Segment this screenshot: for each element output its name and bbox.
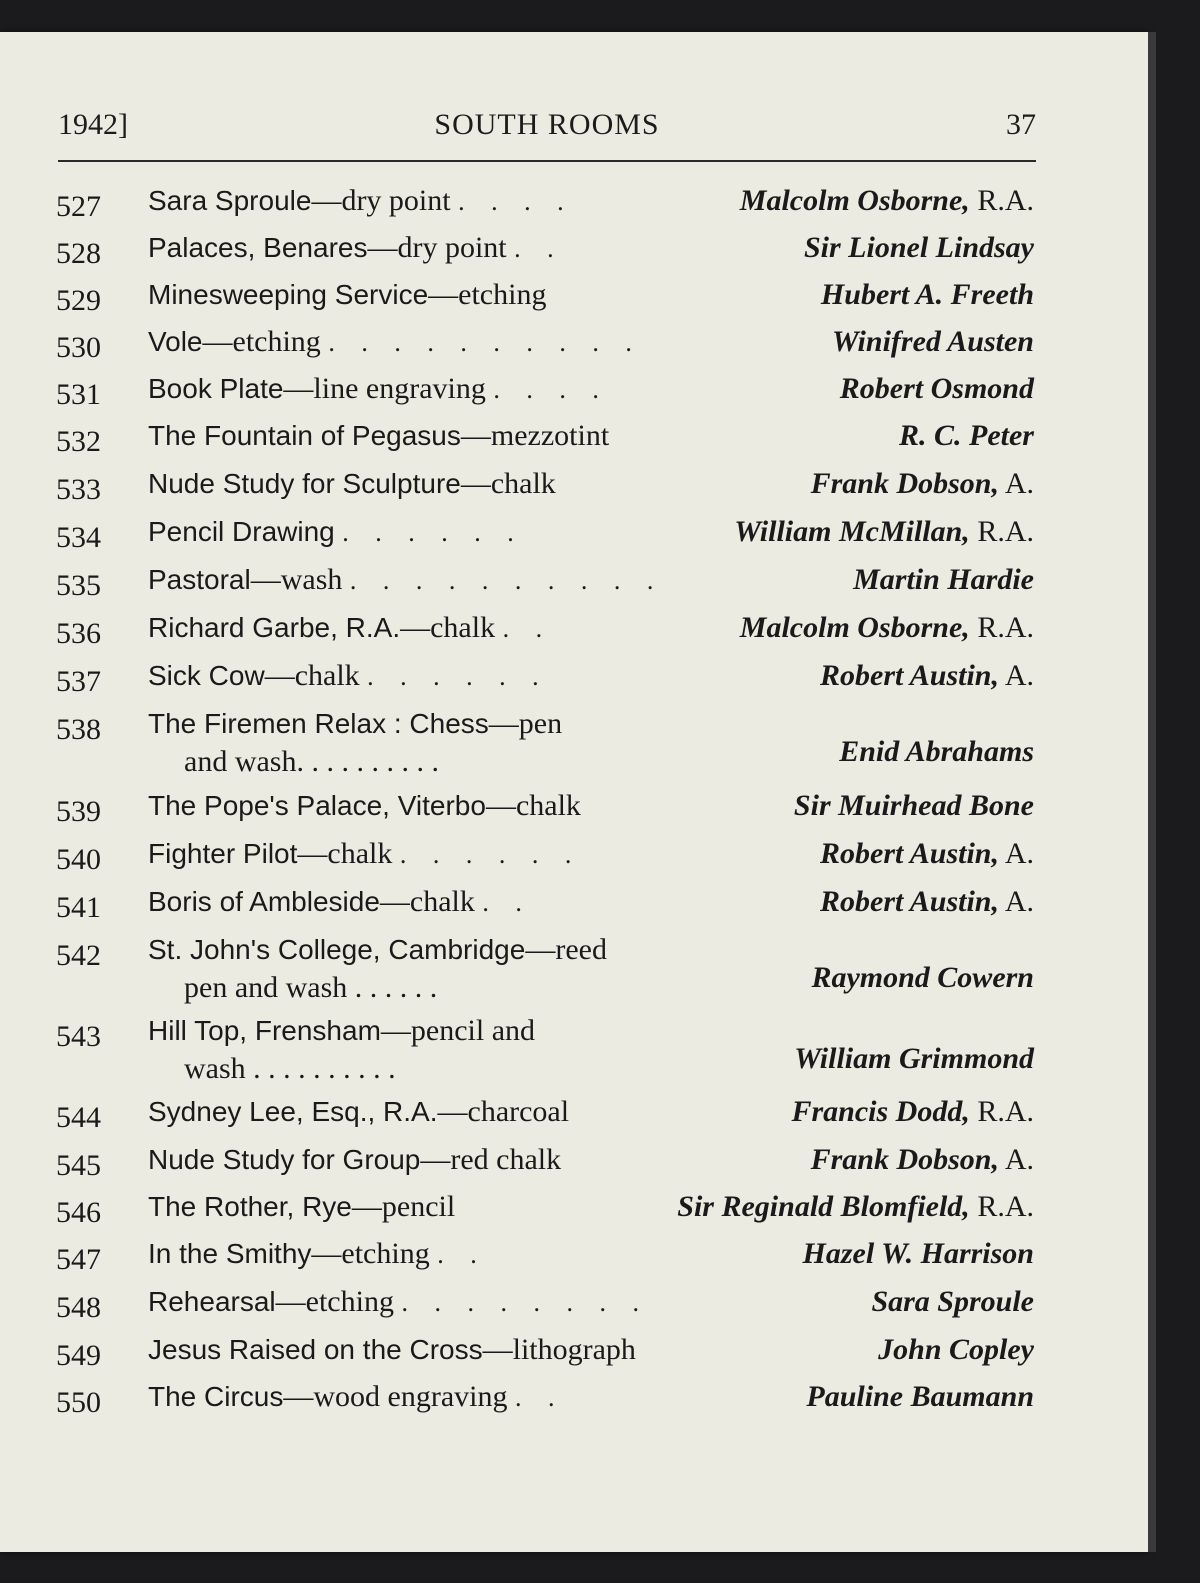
entry-artist: R. C. Peter	[899, 419, 1034, 452]
entry-artist: Raymond Cowern	[811, 961, 1034, 994]
entry-number: 549	[56, 1339, 101, 1372]
entry-artist: Hazel W. Harrison	[802, 1237, 1034, 1270]
entry-title: The Fountain of Pegasus—mezzotint	[148, 419, 610, 452]
entry-number: 541	[56, 891, 101, 924]
entry-number: 531	[56, 378, 101, 411]
page-edge	[1148, 32, 1156, 1552]
header-title: SOUTH ROOMS	[434, 108, 660, 141]
entry-artist: Robert Austin, A.	[820, 885, 1034, 918]
header-year: 1942]	[58, 108, 128, 141]
entry-number: 540	[56, 843, 101, 876]
entry-title: Nude Study for Sculpture—chalk	[148, 467, 556, 500]
entry-title: Book Plate—line engraving . . . .	[148, 372, 609, 405]
entry-artist: Sir Reginald Blomfield, R.A.	[677, 1190, 1034, 1223]
entry-number: 546	[56, 1196, 101, 1229]
page-header	[58, 108, 1036, 154]
entry-artist: Malcolm Osborne, R.A.	[739, 611, 1034, 644]
entry-number: 545	[56, 1149, 101, 1182]
entry-title: In the Smithy—etching . .	[148, 1237, 487, 1270]
entry-artist: Robert Osmond	[839, 372, 1034, 405]
entry-title: Richard Garbe, R.A.—chalk . .	[148, 611, 553, 644]
entry-number: 533	[56, 473, 101, 506]
entry-number: 535	[56, 569, 101, 602]
entry-number: 537	[56, 665, 101, 698]
entry-artist: William McMillan, R.A.	[734, 515, 1034, 548]
entry-artist: Robert Austin, A.	[820, 837, 1034, 870]
entry-artist: Sara Sproule	[871, 1285, 1034, 1318]
entry-number: 550	[56, 1386, 101, 1419]
entry-number: 548	[56, 1291, 101, 1324]
entry-title: Pastoral—wash . . . . . . . . . .	[148, 563, 664, 596]
entry-title: The Firemen Relax : Chess—pen	[148, 707, 563, 740]
entry-title-continuation: pen and wash . . . . . .	[184, 971, 438, 1004]
entry-artist: Malcolm Osborne, R.A.	[739, 184, 1034, 217]
entry-title: Hill Top, Frensham—pencil and	[148, 1014, 536, 1047]
entry-number: 530	[56, 331, 101, 364]
entry-title-continuation: and wash. . . . . . . . . .	[184, 745, 439, 778]
entry-title: Pencil Drawing . . . . . .	[148, 516, 524, 547]
entry-number: 532	[56, 425, 101, 458]
entry-artist: Frank Dobson, A.	[810, 467, 1034, 500]
entry-title: Palaces, Benares—dry point . .	[148, 231, 564, 264]
entry-number: 538	[56, 713, 101, 746]
entry-artist: Enid Abrahams	[839, 735, 1034, 768]
entry-number: 527	[56, 190, 101, 223]
entry-number: 543	[56, 1020, 101, 1053]
entry-artist: Pauline Baumann	[806, 1380, 1034, 1413]
entry-title: Boris of Ambleside—chalk . .	[148, 885, 532, 918]
entry-title: The Pope's Palace, Viterbo—chalk	[148, 789, 581, 822]
entry-artist: Francis Dodd, R.A.	[791, 1095, 1034, 1128]
entry-artist: William Grimmond	[794, 1042, 1034, 1075]
entry-title: Fighter Pilot—chalk . . . . . .	[148, 837, 582, 870]
entry-title: Sara Sproule—dry point . . . .	[148, 184, 574, 217]
entry-title: Jesus Raised on the Cross—lithograph	[148, 1333, 636, 1366]
entry-title: Sydney Lee, Esq., R.A.—charcoal	[148, 1095, 570, 1128]
entry-title: The Rother, Rye—pencil	[148, 1190, 456, 1223]
entry-artist: Hubert A. Freeth	[820, 278, 1034, 311]
entry-title: Nude Study for Group—red chalk	[148, 1143, 562, 1176]
entry-title: Rehearsal—etching . . . . . . . .	[148, 1285, 649, 1318]
entry-artist: Frank Dobson, A.	[810, 1143, 1034, 1176]
entry-artist: Sir Lionel Lindsay	[803, 231, 1034, 264]
entry-title: Sick Cow—chalk . . . . . .	[148, 659, 549, 692]
header-rule	[58, 160, 1036, 162]
entry-number: 539	[56, 795, 101, 828]
entry-title: Vole—etching . . . . . . . . . .	[148, 325, 642, 358]
entry-number: 536	[56, 617, 101, 650]
entry-number: 547	[56, 1243, 101, 1276]
entry-artist: Robert Austin, A.	[820, 659, 1034, 692]
entry-title: St. John's College, Cambridge—reed	[148, 933, 607, 966]
entry-artist: Sir Muirhead Bone	[793, 789, 1034, 822]
entry-number: 528	[56, 237, 101, 270]
header-page-number: 37	[1006, 108, 1036, 141]
entry-number: 542	[56, 939, 101, 972]
entry-number: 544	[56, 1101, 101, 1134]
entry-artist: Winifred Austen	[832, 325, 1034, 358]
entry-artist: John Copley	[878, 1333, 1034, 1366]
entry-title: The Circus—wood engraving . .	[148, 1380, 565, 1413]
entry-number: 529	[56, 284, 101, 317]
entry-artist: Martin Hardie	[853, 563, 1034, 596]
entry-title-continuation: wash . . . . . . . . . .	[184, 1052, 396, 1085]
entry-number: 534	[56, 521, 101, 554]
entry-title: Minesweeping Service—etching	[148, 278, 547, 311]
